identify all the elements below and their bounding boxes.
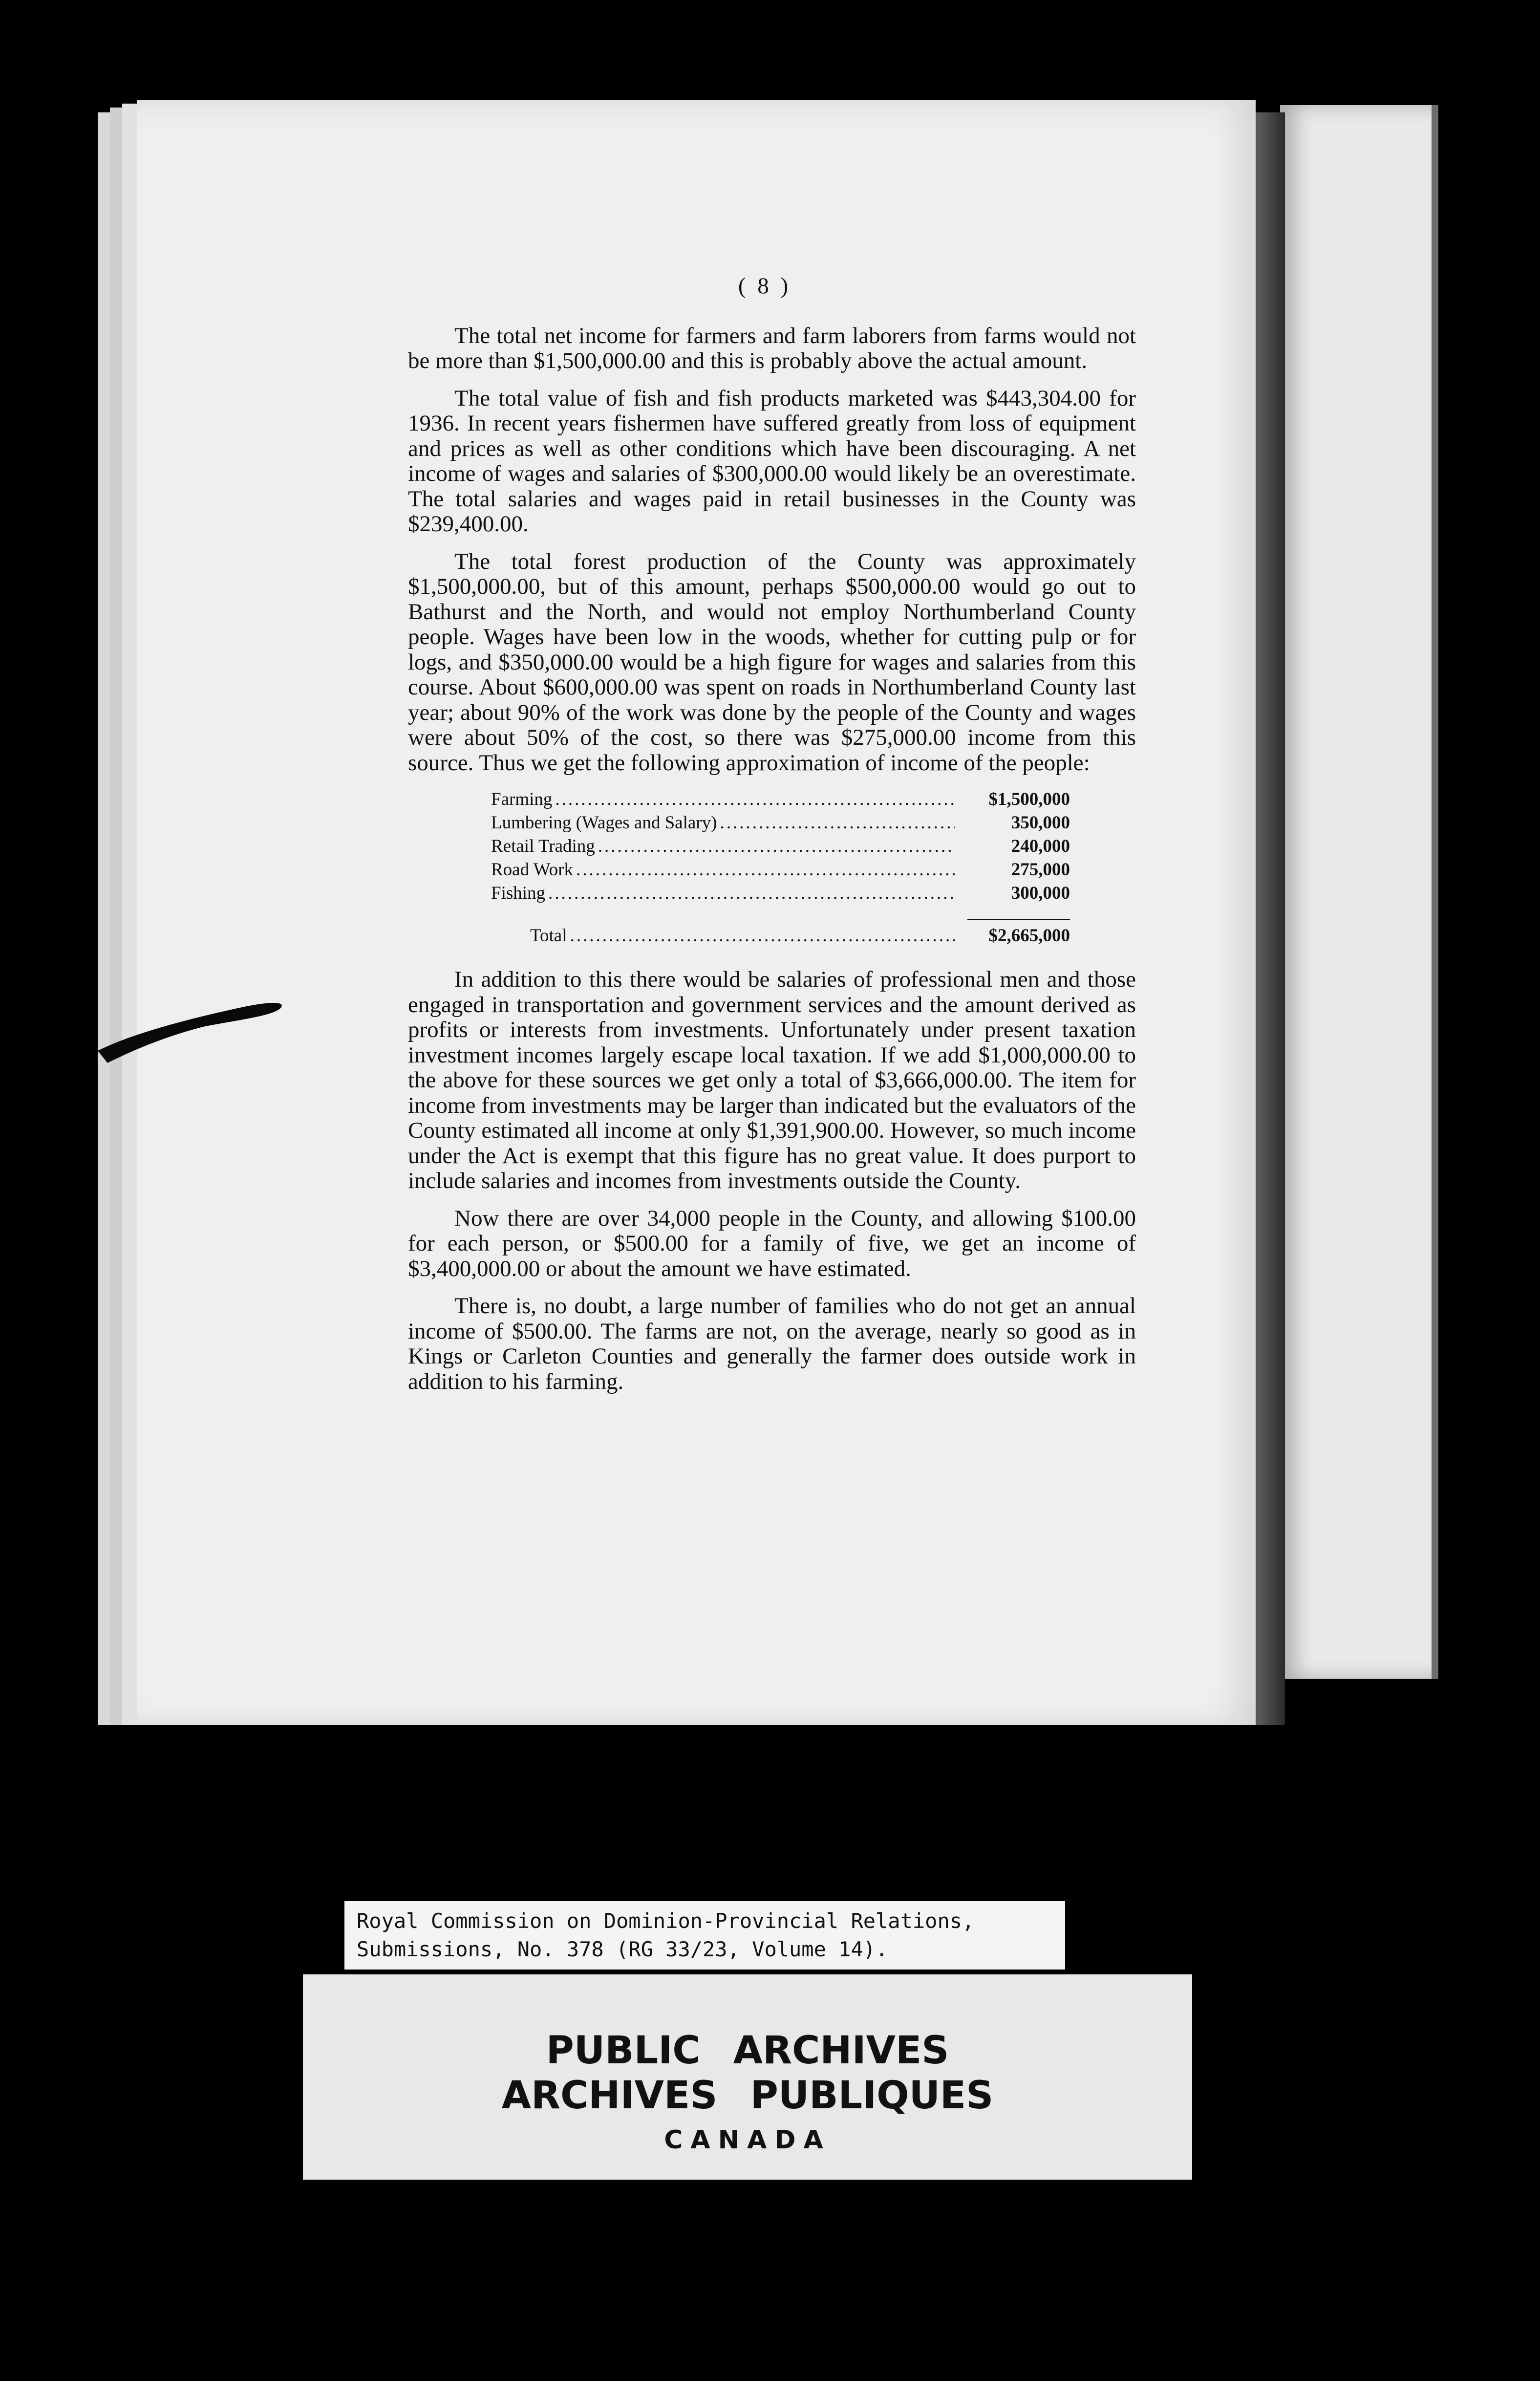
income-table [491,788,1070,948]
paragraph: The total forest production of the County was approximately $1,500,000.00, but of this amount, perhaps $500,000.00 would go out to Bathurst and the North, and would not employ Northumberland County people. Wages have been low in the woods, whether for cutting pulp or for logs, and $350,000.00 would be a high figure for wages and salaries from this course. About $600,000.00 was spent on roads in Northumberland County last year; about 90% of the work was done by the people of the County and wages were about 50% of the cost, so there was $275,000.00 income from this source. Thus we get the following approximation of income of the people: [408,548,1136,776]
stamp-line: PUBLIC ARCHIVES [546,2029,949,2073]
income-label: Retail Trading [491,836,595,856]
total-rule [967,919,1070,920]
income-value: 240,000 [1011,836,1070,856]
next-page-edge [1432,105,1438,1679]
citation-label [344,1901,1065,1970]
paragraph: The total value of fish and fish products marketed was $443,304.00 for 1936. In recent years fishermen have suffered greatly from loss of equipment and prices as well as other conditions which have been discouraging. A net income of wages and salaries of $300,000.00 would likely be an overestimate. The total salaries and wages paid in retail businesses in the County was $239,400.00. [408,385,1136,537]
citation-line: Royal Commission on Dominion-Provincial Relations, [357,1909,975,1933]
archive-stamp [303,1974,1192,2180]
leader-dots [598,835,955,858]
page-text [408,274,1136,1407]
income-row [491,858,1070,882]
income-value: $1,500,000 [988,789,1070,809]
page-number: ( 8 ) [738,273,791,299]
income-row [491,882,1070,905]
stamp-line: CANADA [664,2125,831,2155]
income-value: 300,000 [1011,883,1070,903]
income-row [491,788,1070,811]
paragraph: Now there are over 34,000 people in the County, and allowing $100.00 for each person, or $500.00 for a family of five, we get an income of $3,400,000.00 or about the amount we have estimated. [408,1205,1136,1281]
income-total-row [491,924,1070,948]
income-row [491,811,1070,835]
income-label: Lumbering (Wages and Salary) [491,813,717,833]
income-value: 275,000 [1011,860,1070,880]
income-label: Fishing [491,883,546,903]
pointer-shadow [98,977,293,1075]
income-label: Road Work [491,860,573,880]
leader-dots [548,882,955,905]
income-value: 350,000 [1011,813,1070,833]
leader-dots [555,788,955,811]
paragraph: The total net income for farmers and farm laborers from farms would not be more than $1,500,000.00 and this is probably above the actual amount. [408,323,1136,373]
next-page [1280,105,1436,1679]
total-label: Total [530,926,567,946]
stamp-line: ARCHIVES PUBLIQUES [501,2074,994,2118]
citation-line: Submissions, No. 378 (RG 33/23, Volume 14). [357,1937,888,1961]
leader-dots [720,811,955,835]
leader-dots [570,924,955,948]
paragraph: In addition to this there would be salaries of professional men and those engaged in transportation and government services and the amount derived as profits or interests from investments. Unfortunately under present taxation investment incomes largely escape local taxation. If we add $1,000,000.00 to the above for these sources we get only a total of $3,666,000.00. The item for income from investments may be larger than indicated but the evaluators of the County estimated all income at only $1,391,900.00. However, so much income under the Act is exempt that this figure has no great value. It does purport to include salaries and incomes from investments outside the County. [408,967,1136,1193]
paragraph: There is, no doubt, a large number of families who do not get an annual income of $500.00. The farms are not, on the average, nearly so good as in Kings or Carleton Counties and generally the farmer does outside work in addition to his farming. [408,1293,1136,1394]
leader-dots [576,858,955,882]
total-value: $2,665,000 [988,926,1070,946]
income-label: Farming [491,789,553,809]
income-row [491,835,1070,858]
